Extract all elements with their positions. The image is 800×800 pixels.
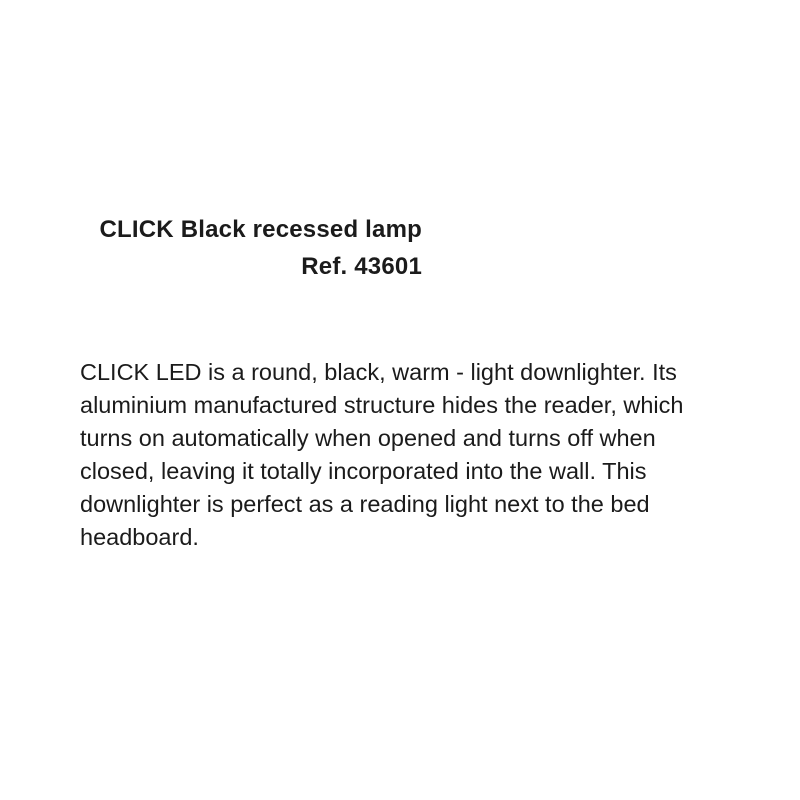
product-description: CLICK LED is a round, black, warm - light downlighter. Its aluminium manufactured structure hides the reader, which turns on automatically when opened and turns off when closed, leaving it totally incorporated into the wall. This downlighter is perfect as a reading light next to the bed headboard. [80,359,684,550]
product-reference: Ref. 43601 [301,253,422,280]
product-header [100,211,422,285]
product-title: CLICK Black recessed lamp [99,216,422,243]
